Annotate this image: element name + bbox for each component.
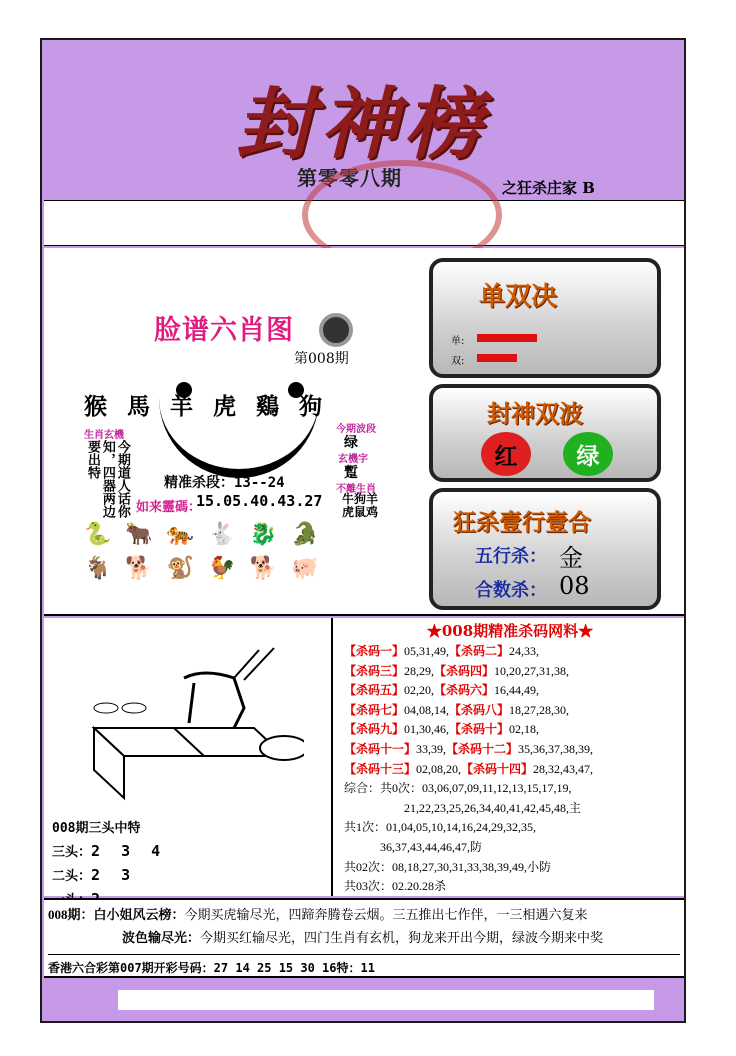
char-value: 蹔 [344,465,358,481]
oddeven-title: 单双决 [479,282,558,312]
wave-title: 封神双波 [487,399,583,428]
section-divider [331,618,333,896]
wave-value: 绿 [344,435,358,451]
poem-line-2 [122,927,603,946]
even-bar [477,354,517,362]
left-hint-text: 今期道人话你知，四器两边要出特 [84,440,130,518]
page-frame [40,38,686,1023]
summary-row: 共02次：08,18,27,30,31,33,38,39,49,小防 [344,859,552,874]
smile-mouth [159,398,319,478]
page-title: 封神榜 [235,79,488,170]
trio-title: 008期三头中特 [52,821,141,836]
animals-row-2: 🐐🐕🐒🐓🐕🐖 [84,556,333,581]
footer-bar [118,990,654,1010]
kill-segment-label: 精准杀段： [164,475,234,491]
element-title: 狂杀壹行壹合 [453,509,591,536]
zodiac-head: 不離生肖 [336,484,376,495]
wave-head: 今期波段 [336,424,376,435]
poem-prefix: 008期： [48,907,94,922]
three-value: 2 3 4 [91,842,167,860]
kill-segment [164,472,285,492]
odd-label: 单: [451,336,465,347]
summary-row: 共03次：02.20.28杀 [344,879,447,894]
red-ball: 红 [481,432,531,476]
wuxing-label: 五行杀： [475,546,547,567]
author-label: 之狂杀庄家 B [502,179,595,197]
kill-codes-title: ★008期精准杀码网料★ [426,622,594,640]
animals-row-1: 🐍🐂🐅🐇🐉🐊 [84,522,333,547]
wuxing-value: 金 [559,544,583,572]
two-label: 二头： [52,869,92,884]
two-value: 2 3 [91,866,137,884]
poem-label-2: 波色输尽光： [122,930,201,945]
poem-section [44,898,684,978]
poem-label-1: 白小姐风云榜： [93,907,185,922]
kill-row: 【杀码五】02,20,【杀码六】16,44,49, [344,683,540,698]
kill-section [44,618,684,896]
kill-codes-title-text: 008期精准杀码网料 [441,622,579,640]
green-ball: 绿 [563,432,613,476]
summary-row: 综合：共0次：03,06,07,09,11,12,13,15,17,19, [344,781,572,796]
issue-number: 第零零八期 [297,166,402,190]
faces-title: 脸谱六肖图 [154,315,294,346]
poem-text-1: 今期买虎输尽光，四蹄奔腾卷云烟。三五推出七作伴，一三相遇六复来 [184,907,588,922]
summary-row: 21,22,23,25,26,34,40,41,42,45,48,主 [344,800,582,815]
sum-value: 08 [559,572,590,600]
kill-row: 【杀码九】01,30,46,【杀码十】02,18, [344,722,540,737]
three-label: 三头： [52,845,92,860]
kill-segment-value: 13--24 [234,475,285,491]
even-label: 双: [451,356,465,367]
kill-codes-list [344,642,593,897]
wave-panel [429,384,661,482]
faces-issue: 第008期 [294,351,349,367]
char-head: 玄機字 [338,454,368,465]
luck-numbers: 15.05.40.43.27 [196,492,323,510]
luck-label: 如来靈碼： [136,500,202,515]
sum-label: 合数杀： [475,580,547,601]
zodiac-keep: 牛狗羊虎鼠鸡 [342,492,379,519]
poem-text-2: 今期买红输尽光，四门生肖有玄机，狗龙来开出今期，绿波今期来中奖 [200,930,604,945]
odd-bar [477,334,537,342]
face-section [44,248,684,616]
element-panel [429,488,661,610]
kill-row: 【杀码七】04,08,14,【杀码八】18,27,28,30, [344,702,570,717]
kill-row: 【杀码十一】33,39,【杀码十二】35,36,37,38,39, [344,741,594,756]
kill-row: 【杀码十三】02,08,20,【杀码十四】28,32,43,47, [344,761,594,776]
draw-result: 香港六合彩第007期开彩号码：27 14 25 15 30 16特：11 [48,954,680,976]
poem-line-1 [48,904,588,923]
table-illustration [84,638,304,808]
kill-row: 【杀码一】05,31,49,【杀码二】24,33, [344,644,540,658]
oddeven-panel [429,258,661,378]
clock-icon [319,313,353,347]
animals-illustration [84,518,424,586]
kill-row: 【杀码三】28,29,【杀码四】10,20,27,31,38, [344,663,570,678]
zodiac-six: 猴 馬 羊 虎 鷄 狗 [84,393,329,420]
summary-row: 共1次：01,04,05,10,14,16,24,29,32,35, [344,820,537,835]
left-hint-head: 生肖玄機 [84,430,124,441]
summary-row: 36,37,43,44,46,47,防 [344,839,483,854]
